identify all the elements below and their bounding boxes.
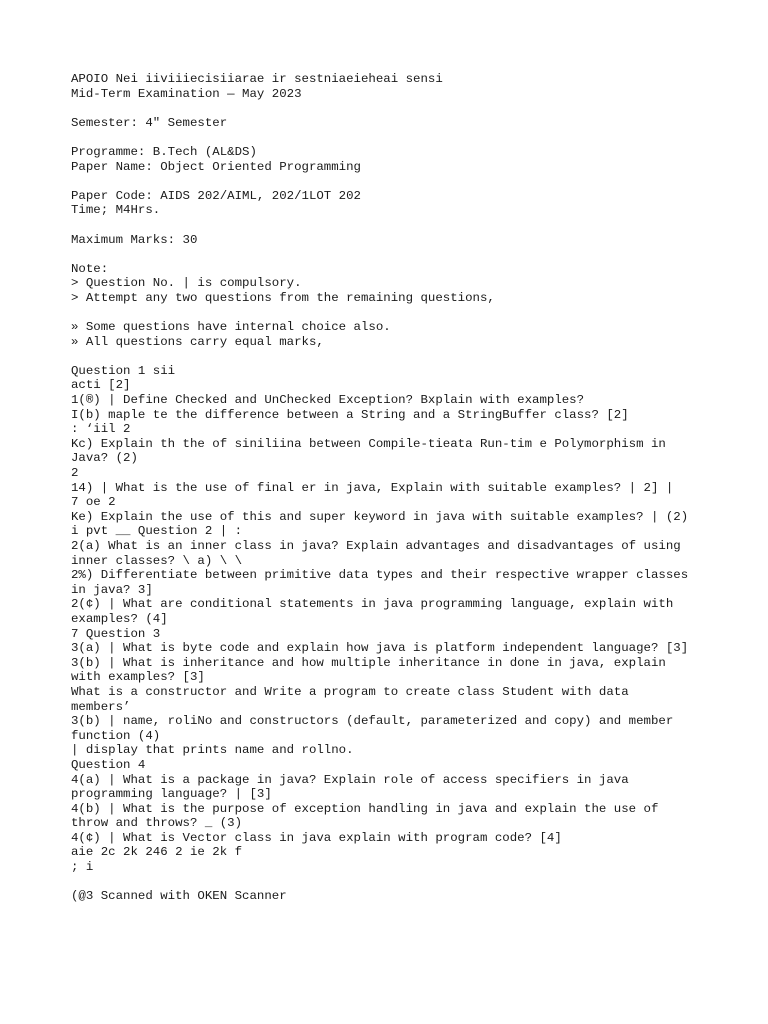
question-line: 4(¢) | What is Vector class in java explain with program code? [4] <box>71 830 562 845</box>
question-line: throw and throws? _ (3) <box>71 816 243 831</box>
spacer <box>71 247 731 262</box>
question-line: 2(¢) | What are conditional statements in java programming language, explain with <box>71 597 674 612</box>
question-line: i pvt __ Question 2 | : <box>71 524 243 539</box>
semester-line: Semester: 4" Semester <box>71 115 228 130</box>
question-line: | display that prints name and rollno. <box>71 743 354 758</box>
note-item: » Some questions have internal choice also. <box>71 320 391 335</box>
question-line: 2(a) What is an inner class in java? Explain advantages and disadvantages of using <box>71 539 681 553</box>
questions-section <box>71 364 731 875</box>
spacer <box>71 875 731 890</box>
question-line: 14) | What is the use of final er in java, Explain with suitable examples? | 2] | <box>71 480 674 495</box>
question-line: : ‘iil 2 <box>71 422 131 437</box>
question-line: 2%) Differentiate between primitive data types and their respective wrapper classes <box>71 568 689 583</box>
exam-paper <box>71 72 731 904</box>
exam-title: Mid-Term Examination — May 2023 <box>71 86 302 101</box>
question-line: 7 oe 2 <box>71 495 116 510</box>
programme-line: Programme: B.Tech (AL&DS) <box>71 144 257 159</box>
spacer <box>71 101 731 116</box>
question-line: members’ <box>71 699 131 714</box>
question-line: 4(b) | What is the purpose of exception handling in java and explain the use of <box>71 801 659 816</box>
question-line: I(b) maple te the difference between a String and a StringBuffer class? [2] <box>71 407 629 422</box>
scanner-footer: (@3 Scanned with OKEN Scanner <box>71 889 287 904</box>
question-line: 1(®) | Define Checked and UnChecked Exception? Bxplain with examples? <box>71 393 585 408</box>
question-line: Ke) Explain the use of this and super keyword in java with suitable examples? | (2) <box>71 509 689 524</box>
note-item: > Question No. | is compulsory. <box>71 276 302 291</box>
time-line: Time; M4Hrs. <box>71 203 161 218</box>
question-line: aie 2c 2k 246 2 ie 2k f <box>71 845 243 860</box>
question-line: inner classes? \ a) \ \ <box>71 553 243 568</box>
spacer <box>71 349 731 364</box>
paper-name-line: Paper Name: Object Oriented Programming <box>71 159 361 174</box>
question-line: in java? 3] <box>71 582 153 597</box>
spacer <box>71 306 731 321</box>
question-line: What is a constructor and Write a program to create class Student with data <box>71 684 629 699</box>
question-line: 3(b) | name, roliNo and constructors (default, parameterized and copy) and member <box>71 714 674 729</box>
question-line: examples? (4] <box>71 611 168 626</box>
question-line: Java? (2) <box>71 451 138 466</box>
question-line: Question 4 <box>71 757 146 772</box>
question-line: acti [2] <box>71 378 131 393</box>
question-line: programming language? | [3] <box>71 787 272 802</box>
question-line: Question 1 sii <box>71 363 176 378</box>
question-line: 7 Question 3 <box>71 626 161 641</box>
question-line: ; i <box>71 860 94 875</box>
paper-code-line: Paper Code: AIDS 202/AIML, 202/1LOT 202 <box>71 188 361 203</box>
question-line: with examples? [3] <box>71 670 205 685</box>
note-item: » All questions carry equal marks, <box>71 334 324 349</box>
spacer <box>71 174 731 189</box>
question-line: function (4) <box>71 728 161 743</box>
question-line: 4(a) | What is a package in java? Explain role of access specifiers in java <box>71 772 629 787</box>
note-item: > Attempt any two questions from the remaining questions, <box>71 290 495 305</box>
institution-name: APOIO Nei iiviiiecisiiarae ir sestniaeieheai sensi <box>71 72 443 86</box>
spacer <box>71 130 731 145</box>
question-line: 2 <box>71 466 79 481</box>
question-line: Kc) Explain th the of siniliina between Compile-tieata Run-tim e Polymorphism in <box>71 436 666 451</box>
question-line: 3(a) | What is byte code and explain how java is platform independent language? [3] <box>71 641 689 656</box>
max-marks-line: Maximum Marks: 30 <box>71 232 198 247</box>
question-line: 3(b) | What is inheritance and how multiple inheritance in done in java, explain <box>71 655 666 670</box>
note-title: Note: <box>71 261 109 276</box>
spacer <box>71 218 731 233</box>
